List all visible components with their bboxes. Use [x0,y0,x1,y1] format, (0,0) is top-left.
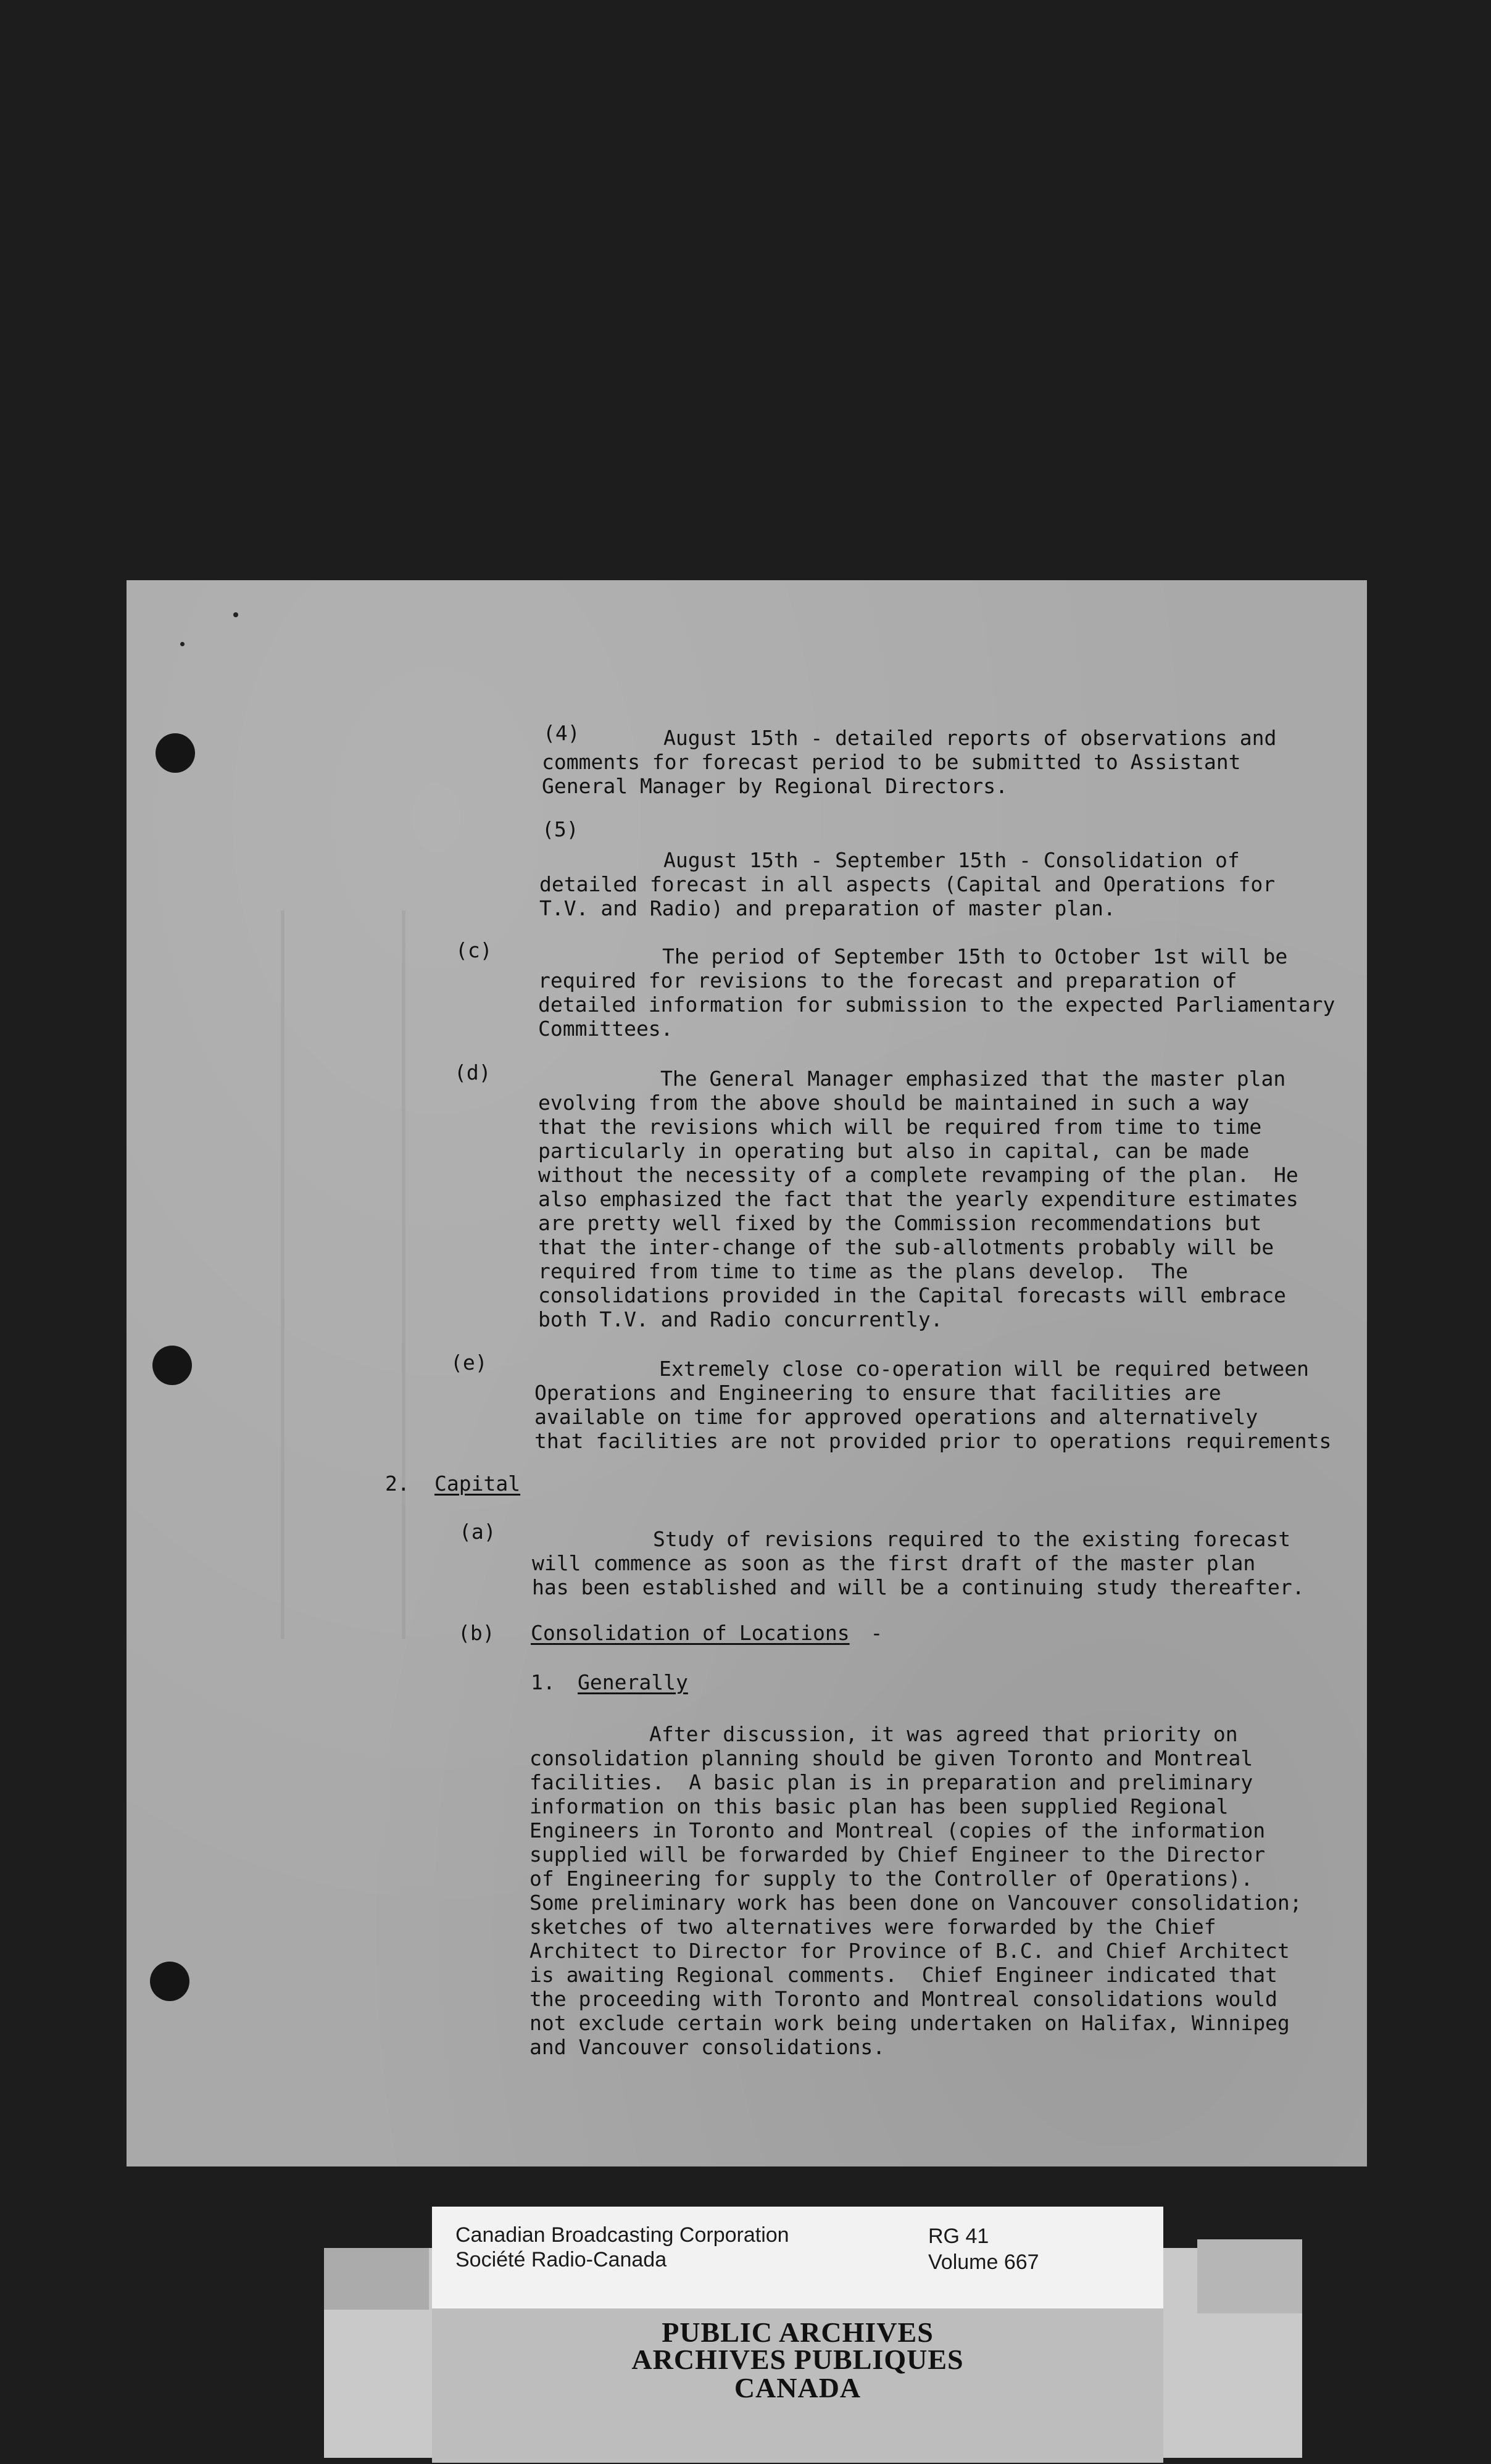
archive-stamp-line2: ARCHIVES PUBLIQUES [631,2344,964,2375]
volume-number: Volume 667 [928,2250,1039,2274]
generally-text: After discussion, it was agreed that priority on consolidation planning should be given Toronto and Montreal facilities. A basic plan is in preparation and preliminary information on this basic plan has been supplied Regional Engineers in Toronto and Montreal (copies of the information supplied will be forwarded by Chief Engineer to the Director of Engineering for supply to the Controller of Operations). Some preliminary work has been done on Vancouver consolidation; sketches of two alternatives were forwarded by the Chief Architect to Director for Province of B.C. and Chief Architect is awaiting Regional comments. Chief Engineer indicated that the proceeding with Toronto and Montreal consolidations would not exclude certain work being undertaken on Halifax, Winnipeg and Vancouver consolidations. [530,1722,1302,2059]
item-label-c: (c) [455,938,492,962]
section-number: 2. [385,1471,410,1496]
punch-hole-top [156,733,195,773]
item-a-text: Study of revisions required to the existing forecast will commence as soon as the first draft of the master plan has been established and will be a continuing study thereafter. [532,1527,1305,1599]
punch-hole-middle [152,1346,192,1385]
bleed-through-stamp [281,910,405,1639]
consolidation-heading: Consolidation of Locations [531,1621,850,1645]
heading-dash: - [870,1621,883,1645]
archive-card-tab-left [324,2248,429,2310]
sub-heading: Generally [578,1670,688,1694]
item-label-a: (a) [459,1520,496,1544]
item-label-b: (b) [458,1621,495,1645]
archive-stamp-line1: PUBLIC ARCHIVES [662,2316,934,2348]
dust-speck [233,612,238,617]
dust-speck [180,642,185,646]
sub-number: 1. [531,1670,555,1694]
archive-card-tab-right [1197,2239,1302,2313]
record-group: RG 41 [928,2225,989,2248]
item-b-heading [531,1621,883,1645]
org-french: Société Radio-Canada [455,2248,667,2271]
archive-stamp-line3: CANADA [734,2372,862,2404]
org-english: Canadian Broadcasting Corporation [455,2223,789,2247]
punch-hole-bottom [150,1962,189,2001]
item-label-e: (e) [451,1351,488,1375]
item-label-4: (4) [543,721,580,745]
section-heading: Capital [434,1471,521,1496]
item-c-text: The period of September 15th to October 1st will be required for revisions to the forecast and preparation of detailed information for submission to the expected Parliamentary Committees. [538,944,1335,1041]
item-label-d: (d) [454,1060,491,1084]
item-label-5: (5) [542,817,579,841]
item-4-text: August 15th - detailed reports of observations and comments for forecast period to be submitted to Assistant General Manager by Regional Directors. [542,726,1277,798]
item-e-text: Extremely close co-operation will be required between Operations and Engineering to ensure that facilities are available on time for approved operations and alternatively that facilities are not provided prior to operations requirements [534,1357,1332,1453]
item-d-text: The General Manager emphasized that the master plan evolving from the above should be maintained in such a way that the revisions which will be required from time to time particularly in operating but also in capital, can be made without the necessity of a complete revamping of the plan. He also emphasized the fact that the yearly expenditure estimates are pretty well fixed by the Commission recommendations but that the inter-change of the sub-allotments probably will be required from time to time as the plans develop. The consolidations provided in the Capital forecasts will embrace both T.V. and Radio concurrently. [538,1067,1298,1331]
item-5-text: August 15th - September 15th - Consolidation of detailed forecast in all aspects (Capital and Operations for T.V. and Radio) and preparation of master plan. [539,848,1276,920]
